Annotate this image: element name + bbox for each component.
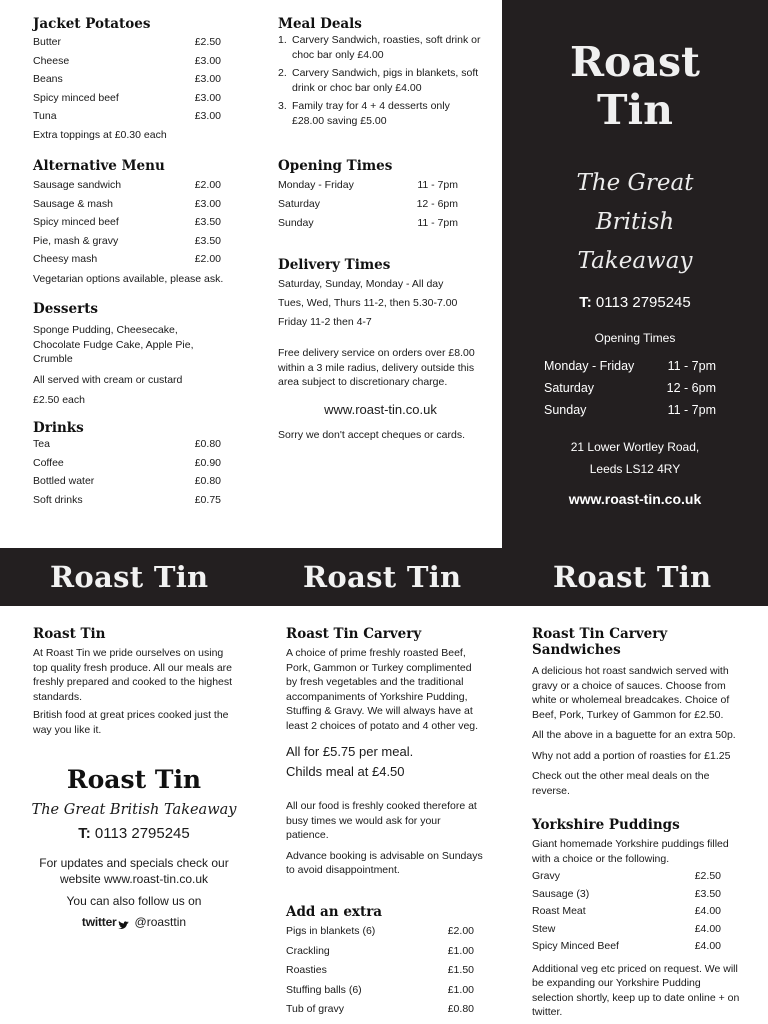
item-name: Pigs in blankets (6) bbox=[286, 925, 376, 937]
hours: 12 - 6pm bbox=[666, 381, 716, 395]
list-item bbox=[33, 70, 221, 89]
day: Sunday bbox=[544, 403, 587, 417]
list-item bbox=[33, 52, 221, 71]
list-item bbox=[278, 195, 458, 214]
section-title: Roast Tin bbox=[33, 626, 106, 642]
item-price: £0.80 bbox=[447, 1003, 474, 1015]
section-title: Drinks bbox=[33, 420, 84, 436]
cover-address bbox=[502, 436, 768, 480]
list-item bbox=[278, 176, 458, 195]
section-title: Delivery Times bbox=[278, 257, 391, 273]
list-item bbox=[33, 33, 221, 52]
item-price: £1.00 bbox=[447, 944, 474, 957]
phone-number: 0113 2795245 bbox=[595, 294, 691, 311]
section-title: Roast Tin Carvery bbox=[532, 626, 668, 642]
yorkshire-intro: Giant homemade Yorkshire puddings filled with a choice or the following. bbox=[532, 838, 729, 865]
address-line: 21 Lower Wortley Road, bbox=[570, 440, 700, 454]
section-title: Desserts bbox=[33, 301, 99, 317]
sandwiches-paragraph: A delicious hot roast sandwich served with gravy or a choice of sauces. Choose from white or wholemeal breadcakes. Choice of Beef, Pork, Turkey of Gammon for £2.50. bbox=[532, 665, 730, 721]
section-title: Jacket Potatoes bbox=[33, 16, 151, 32]
item-name: Sausage & mash bbox=[33, 197, 113, 210]
item-price: £3.00 bbox=[194, 197, 221, 210]
hours: 11 - 7pm bbox=[417, 217, 458, 229]
day: Saturday bbox=[278, 198, 321, 210]
delivery-line: Tues, Wed, Thurs 11-2, then 5.30-7.00 bbox=[278, 297, 458, 309]
item-price: £4.00 bbox=[694, 905, 721, 917]
item-name: Beans bbox=[33, 73, 63, 85]
sandwiches-paragraph: All the above in a baguette for an extra 50p. bbox=[532, 729, 736, 741]
item-price: £2.50 bbox=[694, 870, 721, 882]
item-name: Spicy minced beef bbox=[33, 91, 119, 104]
item-price: £1.00 bbox=[447, 983, 474, 996]
cover-website[interactable]: www.roast-tin.co.uk bbox=[568, 491, 702, 507]
list-item bbox=[502, 377, 768, 399]
item-name: Tuna bbox=[33, 110, 57, 122]
phone-label: T: bbox=[78, 825, 91, 842]
drinks-section bbox=[33, 420, 221, 509]
list-item bbox=[33, 232, 221, 251]
payment-note: Sorry we don't accept cheques or cards. bbox=[278, 428, 466, 441]
about-section bbox=[33, 626, 237, 737]
yorkshire-section bbox=[532, 817, 742, 1020]
list-item bbox=[33, 435, 221, 454]
booking-note: Advance booking is advisable on Sundays to avoid disappointment. bbox=[286, 849, 483, 876]
item-price: £3.00 bbox=[194, 54, 221, 67]
price-value: £5.75 bbox=[322, 744, 356, 759]
item-price: £1.50 bbox=[447, 964, 474, 976]
list-item bbox=[278, 66, 483, 95]
tagline: The Great British Takeaway bbox=[31, 802, 237, 818]
item-name: Crackling bbox=[286, 944, 330, 957]
day: Saturday bbox=[544, 381, 595, 395]
section-title: Opening Times bbox=[278, 158, 393, 174]
cover-tagline: Takeaway bbox=[577, 248, 693, 274]
delivery-line: Friday 11-2 then 4-7 bbox=[278, 316, 372, 328]
desserts-price: £2.50 each bbox=[33, 393, 85, 406]
hours: 12 - 6pm bbox=[416, 198, 458, 210]
list-item bbox=[286, 942, 474, 962]
list-item bbox=[286, 981, 474, 1001]
item-name: Gravy bbox=[532, 870, 561, 882]
item-name: Spicy Minced Beef bbox=[532, 940, 619, 952]
yorkshire-note: Additional veg etc priced on request. We will be expanding our Yorkshire Pudding selection shortly, keep up to date online + on twitter. bbox=[532, 962, 740, 1018]
jacket-potatoes-section bbox=[33, 16, 221, 144]
day: Sunday bbox=[278, 217, 314, 229]
list-item bbox=[33, 107, 221, 126]
desserts-list: Sponge Pudding, Cheesecake, Chocolate Fudge Cake, Apple Pie, Crumble bbox=[33, 324, 194, 365]
item-name: Sausage sandwich bbox=[33, 179, 122, 191]
hours: 11 - 7pm bbox=[667, 403, 716, 417]
list-item bbox=[278, 99, 483, 128]
price-prefix: All for bbox=[286, 744, 320, 759]
item-name: Cheesy mash bbox=[33, 253, 98, 265]
cover-phone bbox=[502, 293, 768, 313]
meal-deals-list bbox=[278, 33, 483, 128]
item-text: Family tray for 4 + 4 desserts only £28.00 saving £5.00 bbox=[292, 100, 450, 127]
price-suffix: per meal. bbox=[359, 744, 414, 759]
list-item bbox=[33, 491, 221, 510]
follow-note: You can also follow us on bbox=[66, 894, 202, 908]
cover-tagline: British bbox=[595, 209, 675, 235]
list-item bbox=[532, 938, 721, 956]
item-name: Bottled water bbox=[33, 475, 95, 487]
updates-note: For updates and specials check our website www.roast-tin.co.uk bbox=[39, 856, 229, 886]
item-name: Stew bbox=[532, 922, 556, 935]
day: Monday - Friday bbox=[278, 179, 354, 191]
item-price: £3.00 bbox=[194, 110, 221, 122]
list-item bbox=[33, 213, 221, 232]
item-name: Butter bbox=[33, 36, 62, 48]
item-number: 2. bbox=[278, 67, 287, 79]
section-note: Vegetarian options available, please ask. bbox=[33, 272, 224, 285]
about-logo-block bbox=[24, 764, 244, 930]
list-item bbox=[278, 214, 458, 233]
list-item bbox=[33, 176, 221, 195]
list-item bbox=[33, 250, 221, 269]
item-price: £3.00 bbox=[194, 73, 221, 85]
list-item bbox=[502, 399, 768, 421]
item-price: £3.50 bbox=[194, 234, 221, 247]
item-price: £4.00 bbox=[694, 922, 721, 935]
address-line: Leeds LS12 4RY bbox=[589, 462, 681, 476]
item-name: Roasties bbox=[286, 964, 327, 976]
day: Monday - Friday bbox=[544, 359, 635, 373]
item-price: £2.00 bbox=[194, 179, 221, 191]
delivery-times-section bbox=[278, 257, 483, 442]
cover-title: Tin bbox=[597, 86, 673, 134]
list-item bbox=[33, 454, 221, 473]
item-price: £2.00 bbox=[194, 253, 221, 265]
item-price: £4.00 bbox=[694, 940, 721, 952]
twitter-wordmark: twitter bbox=[81, 915, 117, 929]
hours: 11 - 7pm bbox=[667, 359, 716, 373]
list-item bbox=[286, 922, 474, 942]
item-price: £2.00 bbox=[447, 925, 474, 937]
list-item bbox=[532, 921, 721, 939]
twitter-bird-icon bbox=[118, 918, 129, 927]
sandwiches-section bbox=[532, 626, 742, 798]
opening-times-section bbox=[278, 158, 458, 233]
item-number: 1. bbox=[278, 34, 287, 46]
item-price: £0.80 bbox=[194, 475, 221, 487]
list-item bbox=[502, 355, 768, 377]
item-price: £2.50 bbox=[194, 36, 221, 48]
cover-tagline: The Great bbox=[576, 170, 694, 196]
banner-title: Roast Tin bbox=[303, 560, 462, 594]
extras-section bbox=[286, 904, 474, 1020]
section-note: Extra toppings at £0.30 each bbox=[33, 128, 167, 141]
desserts-section bbox=[33, 301, 223, 407]
list-item bbox=[532, 886, 721, 904]
list-item bbox=[286, 961, 474, 981]
item-name: Sausage (3) bbox=[532, 887, 590, 900]
sandwiches-paragraph: Why not add a portion of roasties for £1.25 bbox=[532, 749, 731, 762]
item-price: £3.50 bbox=[694, 887, 721, 900]
logo-text: Roast Tin bbox=[66, 765, 202, 794]
list-item bbox=[33, 195, 221, 214]
cover-opening-heading: Opening Times bbox=[594, 331, 676, 345]
item-price: £3.50 bbox=[194, 216, 221, 228]
phone-number: 0113 2795245 bbox=[94, 825, 190, 842]
section-title: Roast Tin Carvery bbox=[286, 626, 422, 642]
carvery-description: A choice of prime freshly roasted Beef, Pork, Gammon or Turkey complimented by fresh vegetables and the traditional accompaniments of Yorkshire Pudding, Stuffing & Gravy. We will always have at least 2 choices of potato and 4 other veg. bbox=[286, 647, 479, 732]
twitter-handle: @roasttin bbox=[134, 915, 187, 929]
banner-title: Roast Tin bbox=[50, 560, 209, 594]
item-text: Carvery Sandwich, roasties, soft drink or choc bar only £4.00 bbox=[292, 34, 481, 61]
list-item bbox=[33, 472, 221, 491]
item-price: £0.75 bbox=[194, 493, 221, 506]
item-name: Spicy minced beef bbox=[33, 216, 119, 228]
fresh-note: All our food is freshly cooked therefore at busy times we would ask for your patience. bbox=[286, 800, 477, 841]
banner-title: Roast Tin bbox=[553, 560, 712, 594]
about-paragraph: At Roast Tin we pride ourselves on using top quality fresh produce. All our meals are freshly prepared and cooked to the highest standards. bbox=[33, 647, 233, 703]
childs-price: Childs meal at £4.50 bbox=[286, 764, 405, 779]
twitter-row[interactable] bbox=[24, 914, 244, 930]
price-list bbox=[33, 33, 221, 144]
section-title: Sandwiches bbox=[532, 642, 621, 658]
about-paragraph: British food at great prices cooked just the way you like it. bbox=[33, 709, 229, 736]
list-item bbox=[33, 89, 221, 108]
delivery-line: Saturday, Sunday, Monday - All day bbox=[278, 278, 444, 290]
free-delivery-note: Free delivery service on orders over £8.00 within a 3 mile radius, delivery outside this area subject to discretionary charge. bbox=[278, 347, 475, 388]
item-name: Stuffing balls (6) bbox=[286, 983, 362, 996]
item-text: Carvery Sandwich, pigs in blankets, soft drink or choc bar only £4.00 bbox=[292, 67, 479, 94]
list-item bbox=[532, 868, 721, 886]
phone-label: T: bbox=[579, 294, 592, 311]
alternative-menu-section bbox=[33, 158, 224, 289]
cover-hours bbox=[502, 355, 768, 421]
cover-title: Roast bbox=[569, 38, 700, 86]
section-title: Meal Deals bbox=[278, 16, 362, 32]
item-name: Roast Meat bbox=[532, 905, 586, 917]
item-price: £0.90 bbox=[194, 456, 221, 469]
sandwiches-paragraph: Check out the other meal deals on the reverse. bbox=[532, 770, 710, 797]
item-name: Soft drinks bbox=[33, 493, 83, 506]
item-name: Pie, mash & gravy bbox=[33, 234, 119, 247]
section-title: Alternative Menu bbox=[33, 158, 165, 174]
hours: 11 - 7pm bbox=[417, 179, 458, 191]
item-price: £3.00 bbox=[194, 91, 221, 104]
list-item bbox=[286, 1000, 474, 1020]
carvery-section bbox=[286, 626, 484, 878]
list-item bbox=[278, 33, 483, 62]
item-name: Tea bbox=[33, 438, 50, 450]
desserts-served: All served with cream or custard bbox=[33, 373, 183, 386]
item-number: 3. bbox=[278, 100, 287, 112]
section-title: Yorkshire Puddings bbox=[532, 817, 680, 833]
about-phone bbox=[24, 823, 244, 845]
item-price: £0.80 bbox=[194, 438, 221, 450]
item-name: Coffee bbox=[33, 456, 64, 469]
website-link[interactable]: www.roast-tin.co.uk bbox=[324, 401, 437, 417]
carvery-price bbox=[286, 743, 484, 761]
cover-panel bbox=[502, 0, 768, 548]
item-name: Cheese bbox=[33, 54, 70, 67]
list-item bbox=[532, 903, 721, 921]
meal-deals-section bbox=[278, 16, 483, 128]
section-title: Add an extra bbox=[286, 904, 383, 920]
item-name: Tub of gravy bbox=[286, 1003, 344, 1015]
